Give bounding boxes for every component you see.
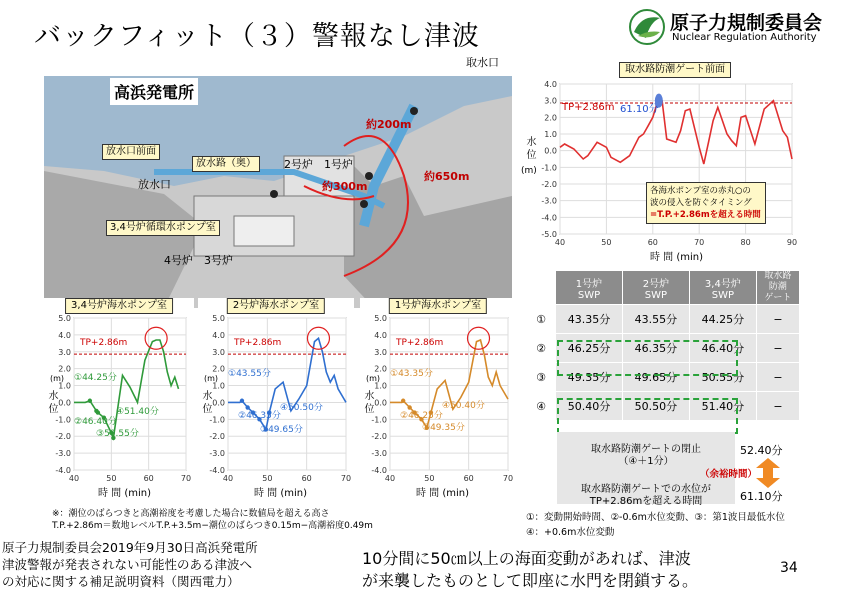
table-cell: 43.55分 — [622, 305, 689, 334]
x-tick-label: 70 — [180, 474, 192, 483]
gate-close-value: 52.40分 — [740, 444, 783, 457]
data-point — [88, 399, 92, 403]
gate-chart-ylabel: 水 位 — [524, 136, 535, 160]
map-label-200m: 約200m — [366, 118, 412, 131]
y-tick-label: -5.0 — [541, 230, 557, 239]
pump-chart-1-xlabel: 時 間 (min) — [416, 488, 470, 499]
pump-chart-1-ann4: ④50.40分 — [442, 401, 485, 411]
y-tick-label: 1.0 — [212, 381, 225, 391]
callout-line-1: 各海水ポンプ室の赤丸○の — [650, 186, 751, 196]
x-tick-label: 60 — [143, 474, 154, 483]
pump-chart-2-ann4: ④50.50分 — [280, 403, 323, 413]
y-tick-label: -2.0 — [209, 432, 225, 442]
map-label-pump-34: 3,4号炉循環水ポンプ室 — [106, 220, 220, 236]
pump-chart-34-ann4: ④51.40分 — [116, 407, 159, 417]
x-tick-label: 50 — [424, 474, 435, 483]
y-tick-label: 3.0 — [212, 347, 225, 357]
pump-chart-1-ylabel: 水 位 — [362, 390, 373, 414]
highlight-row-2 — [557, 340, 738, 376]
callout-line-3: =T.P.+2.86mを超える時間 — [650, 210, 761, 220]
x-tick-label: 60 — [647, 238, 658, 247]
x-tick-label: 50 — [601, 238, 612, 247]
y-tick-label: 3.0 — [374, 347, 387, 357]
legend-line-1: ①：変動開始時間、②-0.6m水位変動、③：第1波目最低水位 — [526, 512, 785, 523]
conclusion-line-2: が来襲したものとして即座に水門を閉鎖する。 — [362, 571, 699, 590]
y-tick-label: -1.0 — [371, 415, 387, 425]
table-cell: ① — [527, 305, 556, 334]
x-tick-label: 60 — [463, 474, 474, 483]
x-tick-label: 80 — [740, 238, 751, 247]
logo-en-text: Nuclear Regulation Authority — [672, 32, 817, 43]
y-tick-label: 2.0 — [58, 364, 71, 374]
y-tick-label: -4.0 — [371, 466, 387, 475]
pump-chart-2-xlabel: 時 間 (min) — [254, 488, 308, 499]
y-tick-label: 5.0 — [374, 314, 387, 323]
pump-chart-34-ann1: ①44.25分 — [74, 373, 117, 383]
table-cell: − — [756, 363, 799, 392]
gate-close-label: 取水路防潮ゲートの閉止 — [591, 444, 701, 455]
y-tick-label: 4.0 — [544, 80, 557, 89]
map-label-300m: 約300m — [322, 180, 368, 193]
x-tick-label: 50 — [262, 474, 273, 483]
site-map-drawing — [44, 76, 512, 308]
y-tick-label: 1.0 — [374, 381, 387, 391]
nra-logo-icon — [628, 8, 666, 46]
y-tick-label: 5.0 — [58, 314, 71, 323]
pump-chart-1-tp: TP+2.86m — [396, 338, 444, 348]
x-tick-label: 40 — [384, 474, 396, 483]
gate-chart-panel — [520, 62, 802, 262]
pump-chart-34-svg — [44, 298, 194, 498]
margin-arrow-icon — [756, 458, 780, 488]
table-cell: ④ — [527, 392, 556, 421]
y-tick-label: -3.0 — [209, 449, 225, 459]
y-tick-label: 3.0 — [544, 96, 557, 106]
pump-chart-2-unit: (m) — [204, 374, 219, 383]
source-line-3: の対応に関する補足説明資料（関西電力） — [2, 574, 240, 589]
table-cell: 43.35分 — [556, 305, 623, 334]
map-label-unit3: 3号炉 — [204, 254, 233, 267]
table-cell: 49.65分 — [622, 363, 689, 392]
exceed-label-2: TP+2.86mを超える時間 — [589, 496, 703, 507]
pump-chart-2-svg — [198, 298, 354, 498]
y-tick-label: 1.0 — [544, 130, 557, 139]
gate-close-label-2: （④＋1分） — [618, 456, 674, 467]
x-tick-label: 60 — [301, 474, 312, 483]
map-label-unit1: 1号炉 — [324, 158, 353, 171]
y-tick-label: 0.0 — [544, 146, 557, 156]
pump-chart-1-unit: (m) — [366, 374, 381, 383]
table-legend — [526, 510, 785, 540]
table-cell: 49.35分 — [556, 363, 623, 392]
table-cell: − — [756, 334, 799, 363]
x-tick-label: 40 — [68, 474, 80, 483]
y-tick-label: -4.0 — [209, 466, 225, 475]
exceed-value: 61.10分 — [740, 490, 783, 503]
table-cell: 46.35分 — [622, 334, 689, 363]
logo-jp-text: 原子力規制委員会 — [670, 12, 823, 34]
pump-chart-2-ann1: ①43.55分 — [228, 369, 271, 379]
pump-chart-34-ylabel: 水 位 — [46, 390, 57, 414]
pump-chart-2-title: 2号炉海水ポンプ室 — [227, 298, 325, 314]
pump-chart-2-ann3: ③49.65分 — [260, 425, 303, 435]
y-tick-label: 1.0 — [58, 381, 71, 391]
source-line-1: 原子力規制委員会2019年9月30日高浜発電所 — [2, 540, 258, 555]
table-cell: ③ — [527, 363, 556, 392]
pump-chart-1-title: 1号炉海水ポンプ室 — [389, 298, 487, 314]
callout-line-2: 波の侵入を防ぐタイミング — [650, 198, 752, 208]
y-tick-label: 3.0 — [58, 347, 71, 357]
table-cell: 50.40分 — [556, 392, 623, 421]
table-cell: 50.50分 — [622, 392, 689, 421]
y-tick-label: 2.0 — [374, 364, 387, 374]
map-label-unit4: 4号炉 — [164, 254, 193, 267]
map-label-intake: 取水口 — [466, 56, 499, 69]
note-line-2: T.P.+2.86m＝数地レベルT.P.+3.5m−潮位のばらつき0.15m−高潮裕度0.49m — [52, 521, 373, 531]
y-tick-label: 0.0 — [58, 398, 71, 408]
gate-chart-peak: 61.10分 — [620, 104, 659, 115]
map-label-outlet-front: 放水口前面 — [102, 144, 160, 160]
note-line-1: ※：潮位のばらつきと高潮裕度を考慮した場合に数値局を超える高さ — [52, 509, 330, 519]
table-cell: 51.40分 — [689, 392, 756, 421]
map-label-unit2: 2号炉 — [284, 158, 313, 171]
x-tick-label: 70 — [502, 474, 514, 483]
y-tick-label: -2.0 — [55, 432, 71, 442]
y-tick-label: 2.0 — [544, 113, 557, 123]
conclusion-text — [362, 548, 698, 592]
table-cell: 44.25分 — [689, 305, 756, 334]
pump-chart-34-unit: (m) — [50, 374, 65, 383]
x-tick-label: 40 — [222, 474, 234, 483]
pump-chart-1 — [360, 298, 516, 498]
y-tick-label: 4.0 — [212, 330, 225, 340]
pump-chart-2-tp: TP+2.86m — [234, 338, 282, 348]
data-point — [401, 399, 405, 403]
conclusion-line-1: 10分間に50㎝以上の海面変動があれば、津波 — [362, 549, 691, 568]
y-tick-label: -2.0 — [371, 432, 387, 442]
map-label-650m: 約650m — [424, 170, 470, 183]
table-cell: 46.40分 — [689, 334, 756, 363]
map-label-outlet: 放水口 — [138, 178, 171, 191]
table-header-cell: 2号炉 SWP — [622, 271, 689, 305]
table-cell: 46.25分 — [556, 334, 623, 363]
nra-logo — [628, 6, 828, 50]
pump-chart-1-ann1: ①43.35分 — [390, 369, 433, 379]
y-tick-label: -2.0 — [541, 180, 557, 189]
x-tick-label: 50 — [106, 474, 117, 483]
pump-chart-1-svg — [360, 298, 516, 498]
table-cell: ② — [527, 334, 556, 363]
y-tick-label: 2.0 — [212, 364, 225, 374]
site-map — [44, 56, 512, 308]
x-tick-label: 70 — [340, 474, 352, 483]
x-tick-label: 70 — [694, 238, 705, 247]
pump-chart-34-tp: TP+2.86m — [80, 338, 128, 348]
table-cell: − — [756, 305, 799, 334]
pump-chart-34-ann3: ③50.55分 — [96, 429, 139, 439]
y-tick-label: 4.0 — [374, 330, 387, 340]
page-number: 34 — [780, 560, 798, 576]
gate-chart-unit: (m) — [521, 166, 537, 176]
pump-chart-2-ann2: ②46.35分 — [238, 411, 281, 421]
gate-chart-tp: TP+2.86m — [562, 102, 615, 113]
table-row — [527, 305, 800, 334]
x-tick-label: 40 — [554, 238, 566, 247]
pump-chart-2-ylabel: 水 位 — [200, 390, 211, 414]
table-header-cell: 1号炉 SWP — [556, 271, 623, 305]
legend-line-2: ④：+0.6m水位変動 — [526, 527, 615, 538]
y-tick-label: -1.0 — [209, 415, 225, 425]
plant-name: 高浜発電所 — [110, 78, 198, 105]
y-tick-label: -1.0 — [541, 163, 557, 173]
y-tick-label: 0.0 — [374, 398, 387, 408]
table-header-cell: 3,4号炉 SWP — [689, 271, 756, 305]
gate-chart — [520, 62, 802, 262]
y-tick-label: 5.0 — [212, 314, 225, 323]
pump-chart-34-xlabel: 時 間 (min) — [98, 488, 152, 499]
y-tick-label: 0.0 — [212, 398, 225, 408]
source-line-2: 津波警報が発表されない可能性のある津波へ — [2, 557, 253, 572]
threshold-note — [52, 508, 373, 532]
gate-chart-xlabel: 時 間 (min) — [650, 252, 704, 263]
pump-chart-1-ann2: ②46.25分 — [400, 411, 443, 421]
y-tick-label: -1.0 — [55, 415, 71, 425]
table-cell: − — [756, 392, 799, 421]
pump-chart-34-title: 3,4号炉海水ポンプ室 — [65, 298, 173, 314]
exceed-label: 取水路防潮ゲートでの水位が — [581, 484, 711, 495]
y-tick-label: -4.0 — [541, 213, 557, 223]
y-tick-label: -4.0 — [55, 466, 71, 475]
table-header-cell — [527, 271, 556, 305]
gate-chart-callout — [646, 182, 766, 224]
source-citation — [2, 539, 258, 590]
pump-chart-34-ann2: ②46.40分 — [74, 417, 117, 427]
pump-chart-34 — [44, 298, 194, 498]
table-cell: 50.55分 — [689, 363, 756, 392]
y-tick-label: 4.0 — [58, 330, 71, 340]
y-tick-label: -3.0 — [371, 449, 387, 459]
pump-chart-1-ann3: ③49.35分 — [422, 423, 465, 433]
margin-label: （余裕時間） — [700, 469, 758, 480]
table-header-cell: 取水路 防潮 ゲート — [756, 271, 799, 305]
gate-chart-title: 取水路防潮ゲート前面 — [619, 62, 731, 78]
pump-chart-2 — [198, 298, 354, 498]
map-label-outlet-channel: 放水路（奥） — [192, 156, 260, 172]
data-point — [240, 399, 244, 403]
table-header-row — [527, 271, 800, 305]
y-tick-label: -3.0 — [541, 196, 557, 206]
y-tick-label: -3.0 — [55, 449, 71, 459]
highlight-row-4 — [557, 398, 738, 434]
x-tick-label: 90 — [786, 238, 798, 247]
slide-title: バックフィット（３）警報なし津波 — [34, 21, 480, 52]
